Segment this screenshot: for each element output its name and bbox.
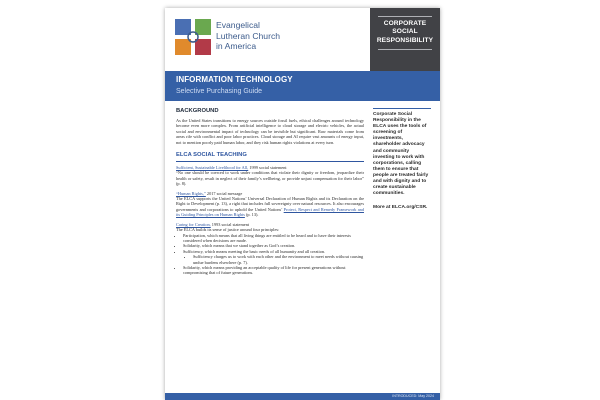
list-item: • Participation, which means that all living things are entitled to be heard and to have their interests considered when decisions are made. — [183, 233, 364, 244]
csr-bottom-rule — [378, 49, 432, 50]
teaching-item — [176, 222, 364, 276]
logo-line: Lutheran Church — [216, 30, 281, 41]
text-part: (p. 13). — [244, 212, 259, 218]
background-heading: BACKGROUND — [176, 108, 219, 114]
teaching-item — [176, 165, 364, 187]
background-text: As the United States transitions to energy sources outside fossil fuels, ethical challenges around technology become even more complex. From artificial intelligence to cloud storage and electric vehicles, the actual social and environmental impact of technology can be invisible but significant. Raw materials come from areas rife with conflict and poor labor practices. Cloud storage and AI require vast amounts of energy input, not to mention poorly paid human labor, and they risk human rights violations at every turn. — [176, 118, 364, 145]
sub-list — [183, 254, 364, 265]
principles-list — [176, 233, 364, 276]
list-item-text: Sufficiency, which means meeting the basic needs of all humanity and all creation. — [183, 248, 326, 254]
page-subtitle: Selective Purchasing Guide — [176, 88, 262, 95]
csr-top-rule — [378, 16, 432, 17]
teaching-item-text — [176, 196, 364, 218]
list-item: • Solidarity, which means that we stand together as God’s creation. — [183, 243, 364, 248]
elca-logo — [165, 8, 370, 71]
document-link[interactable]: Caring for Creation, — [176, 221, 211, 227]
csr-line: SOCIAL — [392, 28, 418, 36]
document-type: 1999 social statement — [248, 165, 287, 171]
main-column — [176, 108, 364, 280]
more-link[interactable]: More at ELCA.org/CSR. — [373, 205, 428, 211]
document-link[interactable]: “Human Rights,” — [176, 190, 206, 196]
sub-list-item: • Sufficiency charges us to work with each other and the environment to meet needs without causing undue burdens elsewhere (p. 7). — [193, 254, 364, 265]
logo-text — [216, 20, 366, 52]
page-title: INFORMATION TECHNOLOGY — [176, 75, 293, 84]
principles-intro: The ELCA builds its sense of justice around four principles: — [176, 227, 280, 233]
list-item: • Solidarity, which means providing an acceptable quality of life for present generations without compromising that of future generations. — [183, 265, 364, 276]
csr-line: RESPONSIBILITY — [376, 36, 434, 44]
logo-line: Evangelical — [216, 20, 260, 30]
teaching-heading: ELCA SOCIAL TEACHING — [176, 152, 247, 159]
teaching-divider — [176, 161, 364, 162]
text-part: The ELCA supports the United Nations’ Universal Declaration of Human Rights and its Declaration on the Right to Development (p. 13), a right that includes full sovereignty over natural resources. It also encourages governments and corporations to uphold the United Nations’ — [176, 196, 364, 212]
footer-bar — [165, 393, 440, 400]
csr-line: CORPORATE — [383, 20, 427, 27]
introduced-date: INTRODUCED: May 2024 — [392, 394, 434, 398]
csr-badge — [370, 8, 440, 71]
document-type: 2017 social message — [205, 190, 243, 196]
document-link[interactable]: Sufficient, Sustainable Livelihood for All, — [176, 165, 249, 171]
framework-link[interactable]: Protect, Respect and Remedy Framework and its Guiding Principles on Human Rights — [176, 206, 364, 218]
teaching-item — [176, 191, 364, 218]
list-item — [183, 249, 364, 265]
logo-line: in America — [216, 41, 257, 51]
sidebar — [373, 108, 431, 211]
document-page — [165, 8, 440, 400]
document-type: 1993 social statement — [210, 221, 250, 227]
teaching-item-text: “No one should be coerced to work under conditions that violate their dignity or freedom, jeopardize their health or safety, result in neglect of their family’s wellbeing, or provide unjust compensation for their labor” (p. 8). — [176, 170, 364, 187]
sidebar-text: Corporate Social Responsibility in the ELCA uses the tools of screening of investments, shareholder advocacy and community investing to work with corporations, calling them to ensure that people are treated fairly and with dignity and to create sustainable communities. — [373, 112, 429, 197]
elca-cross-logo-icon — [175, 19, 211, 55]
title-banner — [165, 71, 440, 101]
